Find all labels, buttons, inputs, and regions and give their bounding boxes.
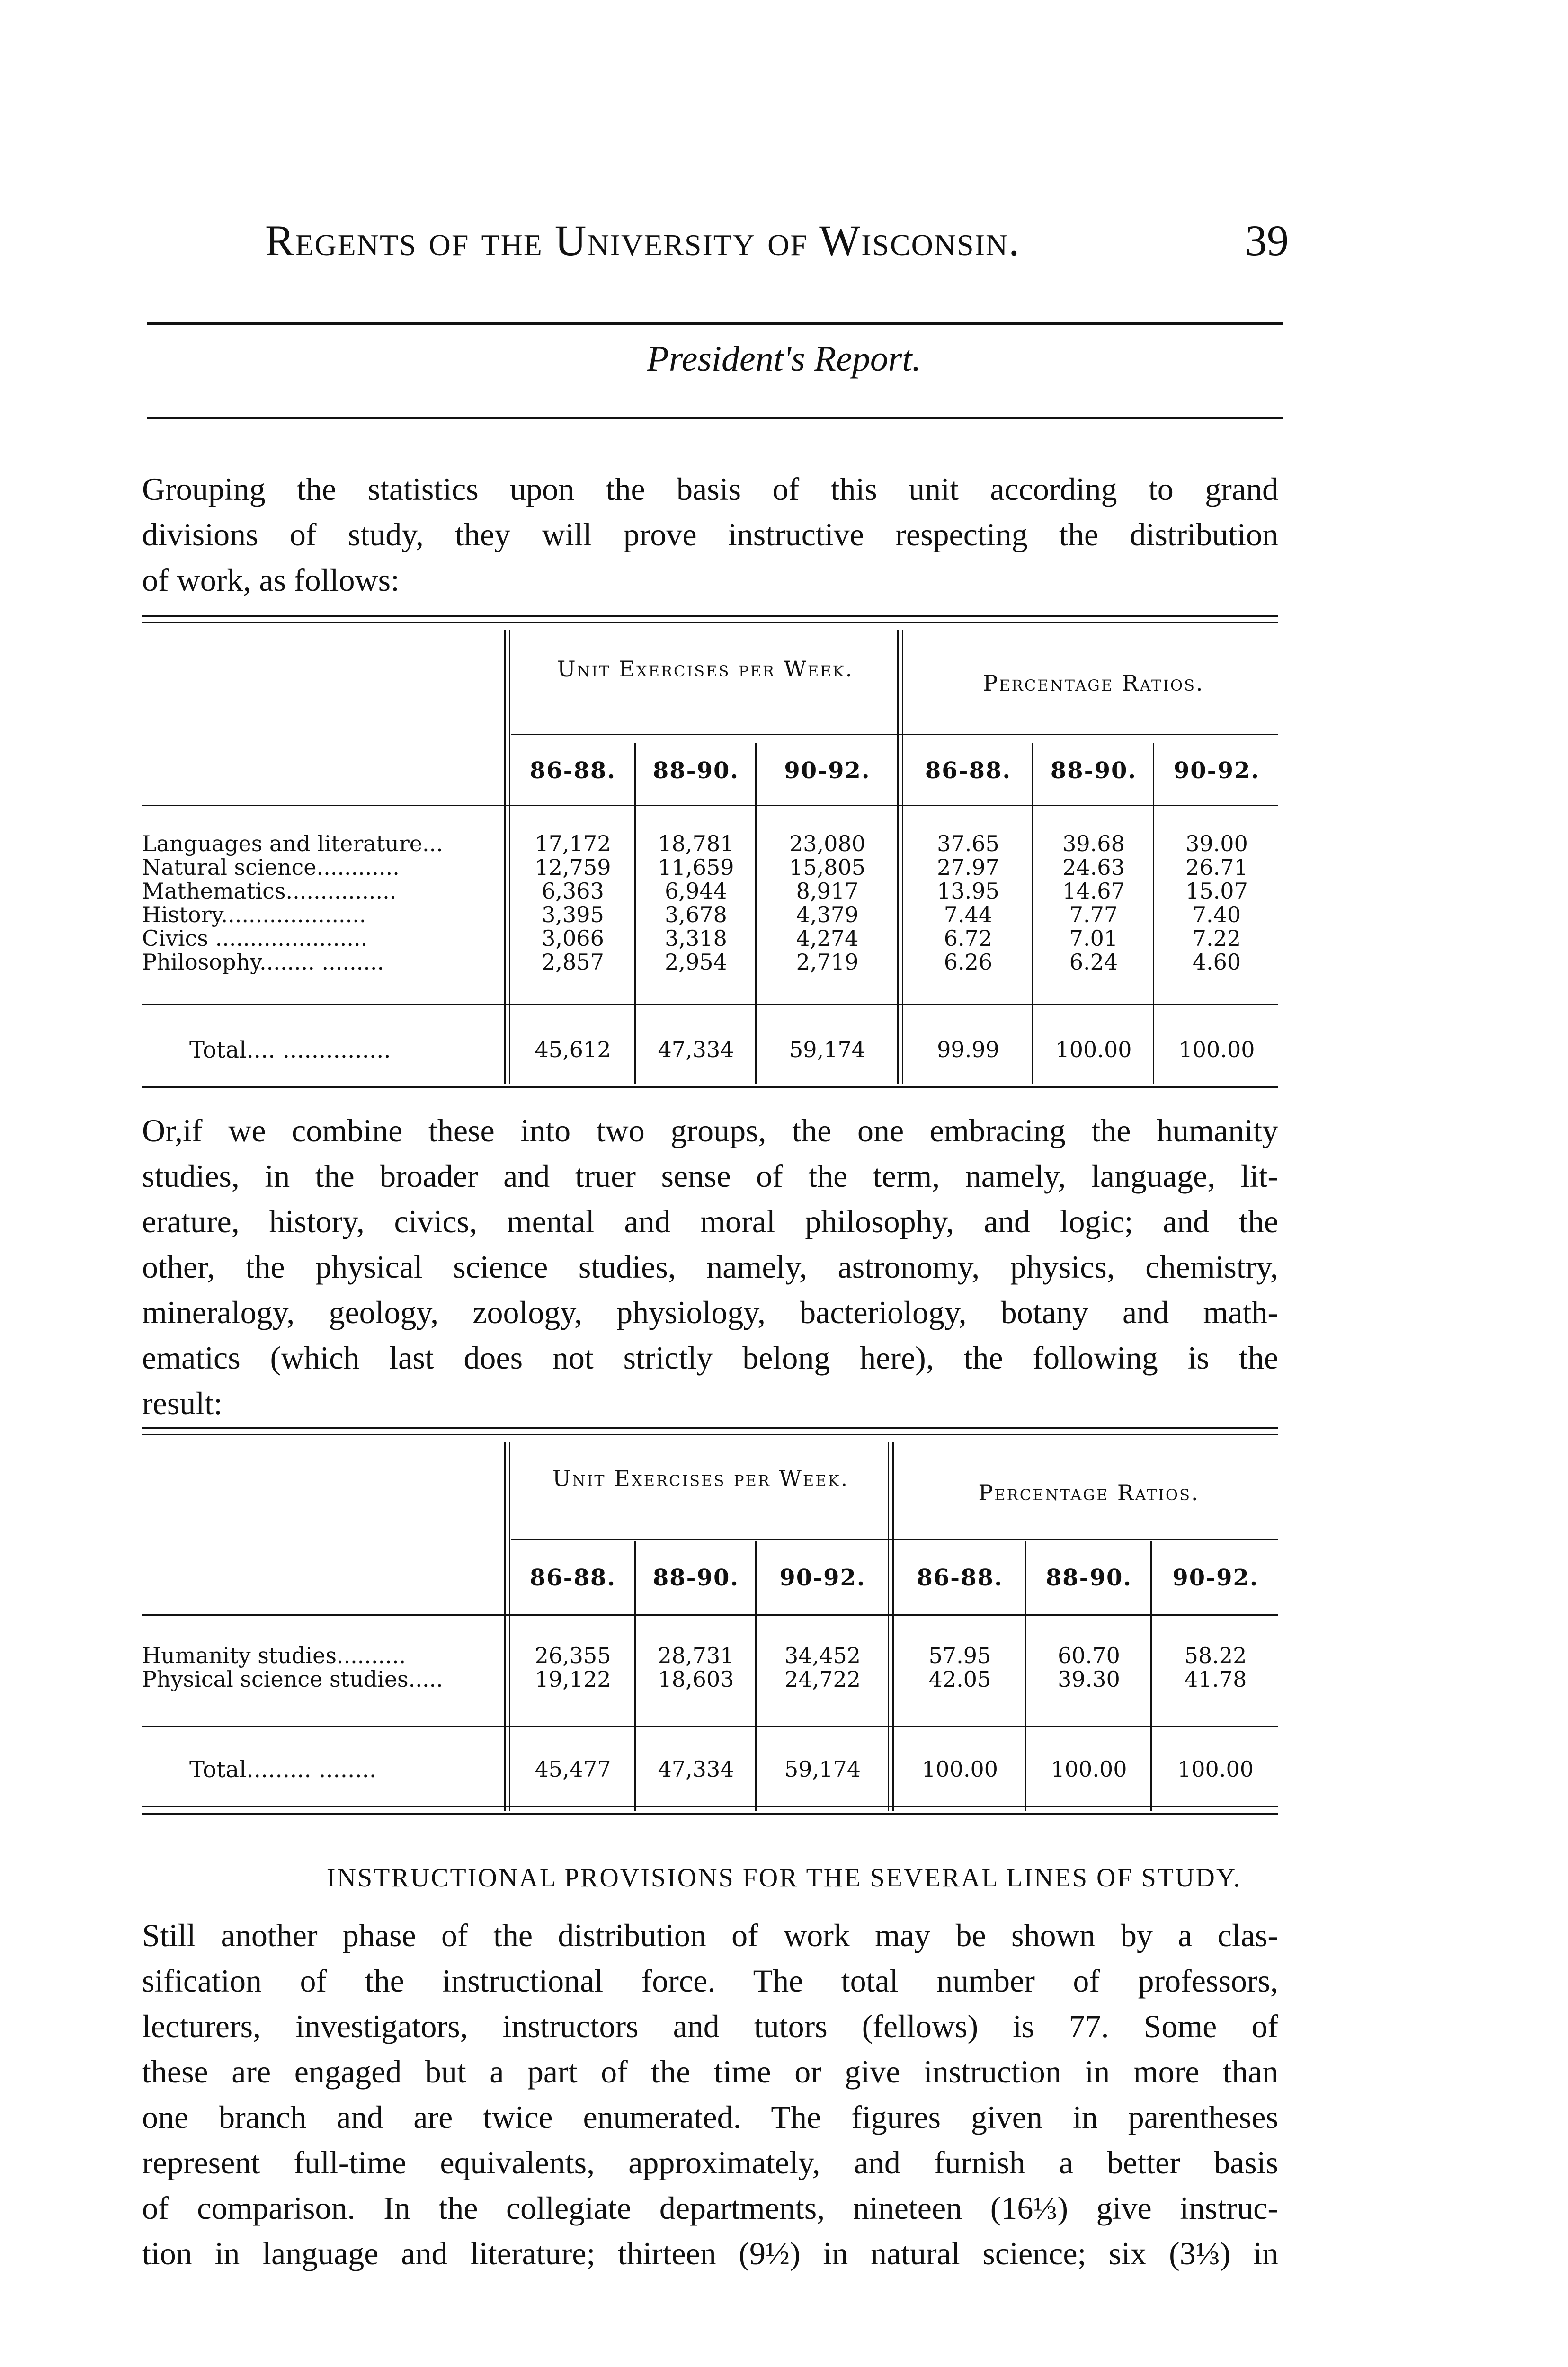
cell: 26.71 <box>1185 854 1248 880</box>
cell: 34,452 <box>784 1643 861 1668</box>
table-divider <box>1032 743 1033 1084</box>
table-top-rule <box>142 622 1278 623</box>
running-head: Regents of the University of Wisconsin. <box>265 216 1021 265</box>
paragraph-line: Or,if we combine these into two groups, the one embracing the humanity <box>142 1112 1278 1148</box>
row-label: Humanity studies.......... <box>142 1643 406 1668</box>
column-header: 88-90. <box>652 1565 739 1591</box>
table-distribution-by-division <box>142 615 1278 1089</box>
cell: 15,805 <box>789 854 865 880</box>
cell: 27.97 <box>937 854 999 880</box>
column-header: 90-92. <box>1173 757 1260 784</box>
cell: 47,334 <box>658 1756 734 1782</box>
cell: 100.00 <box>1178 1037 1255 1062</box>
table-bottom-rule <box>142 1086 1278 1088</box>
table-divider <box>504 630 506 1084</box>
table-divider <box>634 1541 636 1811</box>
cell: 6,944 <box>665 878 727 904</box>
paragraph-line: Grouping the statistics upon the basis of this unit according to grand <box>142 471 1278 507</box>
paragraph-line: result: <box>142 1385 223 1421</box>
cell: 6.26 <box>944 949 993 975</box>
column-header: 90-92. <box>784 757 871 784</box>
cell: 18,781 <box>658 831 734 856</box>
table-divider <box>902 630 903 1084</box>
total-rule <box>142 1004 1278 1005</box>
row-label: Languages and literature... <box>142 831 443 856</box>
total-label: Total......... ........ <box>189 1756 377 1783</box>
cell: 24,722 <box>784 1666 861 1692</box>
cell: 99.99 <box>937 1037 999 1062</box>
paragraph-line: sification of the instructional force. The total number of professors, <box>142 1963 1278 1999</box>
paragraph-line: represent full-time equivalents, approximately, and furnish a better basis <box>142 2145 1278 2180</box>
group-header-unit-exercises: Unit Exercises per Week. <box>552 1466 849 1491</box>
row-label: Physical science studies..... <box>142 1666 443 1692</box>
cell: 4,274 <box>796 925 859 951</box>
table-bottom-rule <box>142 1813 1278 1815</box>
paragraph-line: tion in language and literature; thirteen (9½) in natural science; six (3⅓) in <box>142 2235 1278 2271</box>
table-divider <box>755 1541 757 1811</box>
total-label: Total.... ............... <box>189 1037 391 1063</box>
report-subhead: President's Report. <box>647 339 921 379</box>
cell: 7.40 <box>1192 902 1241 927</box>
cell: 11,659 <box>658 854 734 880</box>
paragraph-line: divisions of study, they will prove instructive respecting the distribution <box>142 516 1278 552</box>
cell: 100.00 <box>1051 1756 1127 1782</box>
cell: 37.65 <box>937 831 999 856</box>
middle-paragraph <box>142 1108 1278 1426</box>
table-divider <box>755 743 757 1084</box>
table-divider <box>509 630 510 1084</box>
cell: 6.24 <box>1069 949 1118 975</box>
group-header-unit-exercises: Unit Exercises per Week. <box>557 656 854 682</box>
cell: 100.00 <box>1177 1756 1254 1782</box>
group-header-percentage-ratios: Percentage Ratios. <box>983 670 1204 696</box>
header-rule <box>511 1539 1278 1540</box>
paragraph-line: mineralogy, geology, zoology, physiology, bacteriology, botany and math- <box>142 1294 1278 1330</box>
cell: 28,731 <box>658 1643 734 1668</box>
column-header: 86-88. <box>917 1565 1003 1591</box>
cell: 19,122 <box>535 1666 611 1692</box>
cell: 3,066 <box>542 925 604 951</box>
cell: 2,857 <box>542 949 604 975</box>
cell: 7.44 <box>944 902 993 927</box>
cell: 59,174 <box>784 1756 861 1782</box>
cell: 18,603 <box>658 1666 734 1692</box>
cell: 45,477 <box>535 1756 611 1782</box>
row-label: Civics ...................... <box>142 925 368 951</box>
cell: 58.22 <box>1184 1643 1247 1668</box>
cell: 3,395 <box>542 902 604 927</box>
cell: 45,612 <box>535 1037 611 1062</box>
cell: 3,318 <box>665 925 727 951</box>
cell: 41.78 <box>1184 1666 1247 1692</box>
cell: 8,917 <box>796 878 859 904</box>
column-header: 86-88. <box>925 757 1012 784</box>
cell: 39.30 <box>1058 1666 1120 1692</box>
column-header: 88-90. <box>1045 1565 1132 1591</box>
cell: 12,759 <box>535 854 611 880</box>
table-divider <box>509 1442 510 1811</box>
cell: 17,172 <box>535 831 611 856</box>
table-divider <box>888 1442 889 1811</box>
row-label: Mathematics................ <box>142 878 397 904</box>
cell: 2,719 <box>796 949 859 975</box>
table-bottom-rule <box>142 1806 1278 1807</box>
cell: 39.00 <box>1185 831 1248 856</box>
cell: 100.00 <box>1055 1037 1132 1062</box>
cell: 59,174 <box>789 1037 865 1062</box>
table-humanity-vs-physical <box>142 1427 1278 1815</box>
cell: 4.60 <box>1192 949 1241 975</box>
table-divider <box>504 1442 506 1811</box>
column-header: 86-88. <box>529 757 616 784</box>
paragraph-line: Still another phase of the distribution of work may be shown by a clas- <box>142 1917 1278 1953</box>
cell: 24.63 <box>1062 854 1125 880</box>
paragraph-line: other, the physical science studies, namely, astronomy, physics, chemistry, <box>142 1249 1278 1285</box>
column-header-rule <box>142 805 1278 806</box>
paragraph-line: studies, in the broader and truer sense of the term, namely, language, lit- <box>142 1158 1278 1194</box>
paragraph-line: of work, as follows: <box>142 562 400 598</box>
row-label: History..................... <box>142 902 366 927</box>
table-divider <box>1025 1541 1026 1811</box>
cell: 3,678 <box>665 902 727 927</box>
group-header-percentage-ratios: Percentage Ratios. <box>978 1480 1200 1505</box>
cell: 7.01 <box>1069 925 1118 951</box>
header-rule <box>147 322 1283 325</box>
section-heading: INSTRUCTIONAL PROVISIONS FOR THE SEVERAL LINES OF STUDY. <box>326 1863 1242 1893</box>
column-header: 88-90. <box>652 757 739 784</box>
cell: 39.68 <box>1062 831 1125 856</box>
cell: 100.00 <box>922 1756 998 1782</box>
table-top-rule <box>142 1427 1278 1429</box>
cell: 13.95 <box>937 878 999 904</box>
cell: 7.22 <box>1192 925 1241 951</box>
table-divider <box>897 630 899 1084</box>
cell: 60.70 <box>1058 1643 1120 1668</box>
column-header: 90-92. <box>779 1565 866 1591</box>
column-header: 88-90. <box>1050 757 1137 784</box>
cell: 26,355 <box>535 1643 611 1668</box>
cell: 47,334 <box>658 1037 734 1062</box>
row-label: Natural science............ <box>142 854 400 880</box>
page-number: 39 <box>1245 216 1289 265</box>
cell: 23,080 <box>789 831 865 856</box>
table-divider <box>634 743 636 1084</box>
cell: 57.95 <box>928 1643 991 1668</box>
column-header: 90-92. <box>1172 1565 1259 1591</box>
total-rule <box>142 1726 1278 1727</box>
cell: 42.05 <box>928 1666 991 1692</box>
cell: 15.07 <box>1185 878 1248 904</box>
cell: 14.67 <box>1062 878 1125 904</box>
intro-paragraph <box>142 466 1278 603</box>
table-top-rule <box>142 615 1278 617</box>
column-header: 86-88. <box>529 1565 616 1591</box>
column-header-rule <box>142 1614 1278 1616</box>
table-divider <box>1150 1541 1152 1811</box>
cell: 7.77 <box>1069 902 1118 927</box>
cell: 6,363 <box>542 878 604 904</box>
paragraph-line: erature, history, civics, mental and moral philosophy, and logic; and the <box>142 1203 1278 1239</box>
paragraph-line: these are engaged but a part of the time or give instruction in more than <box>142 2054 1278 2090</box>
subhead-rule <box>147 417 1283 419</box>
paragraph-line: of comparison. In the collegiate departments, nineteen (16⅓) give instruc- <box>142 2190 1278 2226</box>
row-label: Philosophy........ ......... <box>142 949 384 975</box>
table-divider <box>1153 743 1154 1084</box>
table-divider <box>892 1442 894 1811</box>
paragraph-line: ematics (which last does not strictly belong here), the following is the <box>142 1340 1278 1376</box>
paragraph-line: lecturers, investigators, instructors and tutors (fellows) is 77. Some of <box>142 2008 1278 2044</box>
cell: 4,379 <box>796 902 859 927</box>
cell: 6.72 <box>944 925 993 951</box>
table-top-rule <box>142 1434 1278 1435</box>
paragraph-line: one branch and are twice enumerated. The figures given in parentheses <box>142 2099 1278 2135</box>
header-rule <box>511 734 1278 735</box>
cell: 2,954 <box>665 949 727 975</box>
closing-paragraph <box>142 1913 1278 2276</box>
